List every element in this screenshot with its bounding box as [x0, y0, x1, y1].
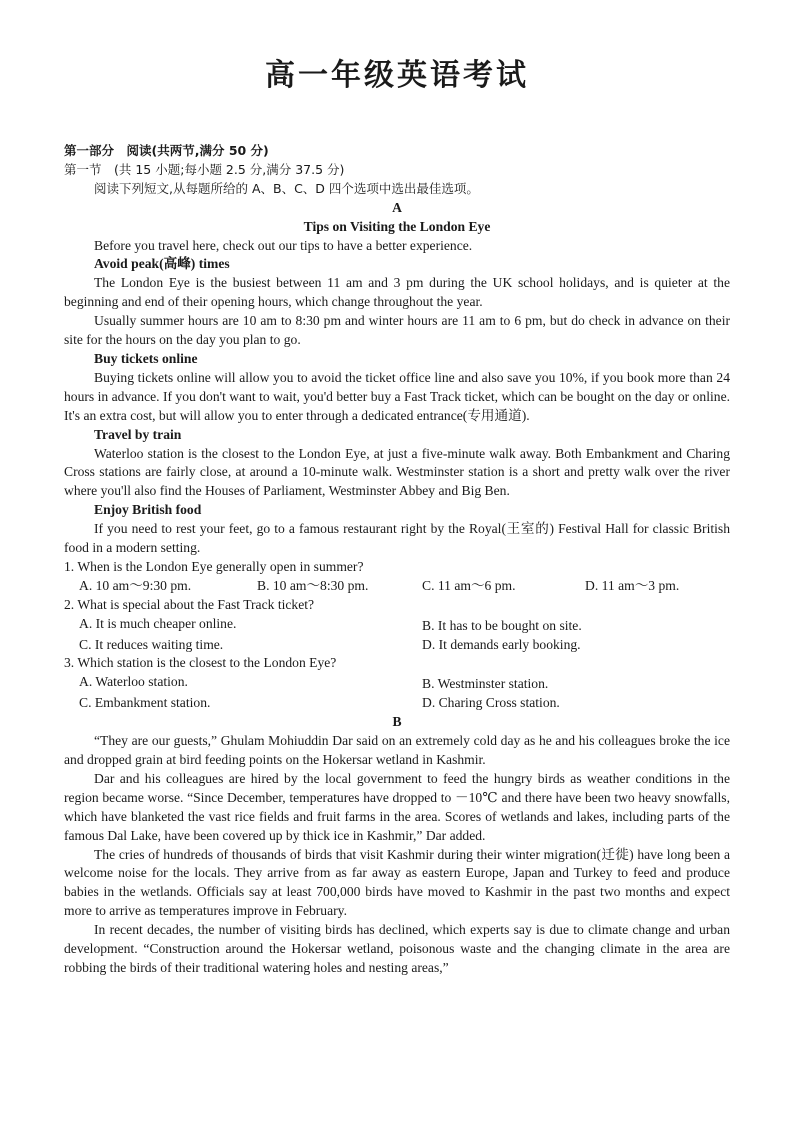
option-d[interactable]: D. Charing Cross station.: [422, 695, 560, 711]
paragraph: Waterloo station is the closest to the London Eye, at just a five-minute walk away. Both Embankment and Charing Cross stations are fairly close, at around a 10-minute walk. Westminster station is a short and pretty walk over the river where you'll also find the Houses of Parliament, Westminster Abbey and Big Ben.: [64, 445, 730, 499]
instruction: 阅读下列短文,从每题所给的 A、B、C、D 四个选项中选出最佳选项。: [94, 180, 479, 196]
paragraph: The London Eye is the busiest between 11 am and 3 pm during the UK school holidays, and is quieter at the beginning and end of their opening hours, which change throughout the year.: [64, 275, 730, 310]
paragraph: If you need to rest your feet, go to a famous restaurant right by the Royal(王室的) Festival Hall for classic British food in a modern setting.: [64, 521, 730, 556]
option-c[interactable]: C. It reduces waiting time.: [79, 636, 224, 652]
option-b[interactable]: B. Westminster station.: [422, 676, 549, 692]
paragraph: Buying tickets online will allow you to avoid the ticket office line and also save you 10%, if you book more than 24 hours in advance. If you don't want to wait, you'd better buy a Fast Track ticket, which can be bought on the day or online. It's an extra cost, but will allow you to enter through a dedicated entrance(专用通道).: [64, 369, 730, 423]
passage-a-title: Tips on Visiting the London Eye: [303, 218, 491, 234]
paragraph: “They are our guests,” Ghulam Mohiuddin Dar said on an extremely cold day as he and his colleagues broke the ice and dropped grain at bird feeding points on the Hokersar wetland in Kashmir.: [64, 733, 730, 767]
paragraph: Usually summer hours are 10 am to 8:30 pm and winter hours are 11 am to 6 pm, but do check in advance on their site for the hours on the day you plan to go.: [64, 313, 730, 348]
option-b[interactable]: B. It has to be bought on site.: [422, 617, 582, 633]
option-c[interactable]: C. 11 am～6 pm.: [422, 577, 516, 593]
option-a[interactable]: A. Waterloo station.: [79, 674, 188, 690]
exam-title: 高一年级英语考试: [265, 58, 529, 93]
section-heading-peak: Avoid peak(高峰) times: [94, 256, 230, 272]
option-d[interactable]: D. It demands early booking.: [422, 636, 581, 652]
option-b[interactable]: B. 10 am～8:30 pm.: [257, 577, 369, 593]
passage-b-letter: B: [392, 714, 402, 730]
question-3-stem: 3. Which station is the closest to the London Eye?: [64, 655, 337, 671]
passage-a-letter: A: [392, 199, 402, 215]
option-a[interactable]: A. 10 am～9:30 pm.: [79, 577, 192, 593]
option-d[interactable]: D. 11 am～3 pm.: [585, 577, 680, 593]
part-heading: 第一部分 阅读(共两节,满分 50 分): [64, 143, 269, 158]
section-heading-train: Travel by train: [94, 426, 182, 442]
question-1-options: [64, 577, 730, 596]
paragraph: In recent decades, the number of visiting birds has declined, which experts say is due to climate change and urban development. “Construction around the Hokersar wetland, poisonous waste and the changing climate in the area are robbing the birds of their traditional watering holes and nesting areas,”: [64, 922, 730, 975]
question-3-options: [64, 673, 730, 713]
question-1-stem: 1. When is the London Eye generally open in summer?: [64, 558, 364, 574]
section-heading-tickets: Buy tickets online: [94, 350, 198, 366]
section-heading: 第一节 (共 15 小题;每小题 2.5 分,满分 37.5 分): [64, 161, 345, 177]
exam-page: [64, 42, 730, 978]
section-heading-food: Enjoy British food: [94, 502, 202, 518]
option-a[interactable]: A. It is much cheaper online.: [79, 615, 237, 631]
paragraph: The cries of hundreds of thousands of birds that visit Kashmir during their winter migration(迁徙) have long been a welcome noise for the locals. They arrive from as far away as eastern Europe, Japan and Turkey to feed and produce babies in the wetlands. Officials say at least 700,000 birds have moved to Kashmir in the past two months and expect more to arrive as temperatures improve in February.: [64, 846, 730, 919]
question-2-stem: 2. What is special about the Fast Track ticket?: [64, 596, 315, 612]
passage-a-intro: Before you travel here, check out our tips to have a better experience.: [94, 237, 473, 253]
question-2-options: [64, 615, 730, 655]
option-c[interactable]: C. Embankment station.: [79, 695, 211, 711]
paragraph: Dar and his colleagues are hired by the local government to feed the hungry birds as weather conditions in the region became worse. “Since December, temperatures have dropped to －10℃ and there have been two heavy snowfalls, which have blanketed the vast rice fields and fruit farms in the area. Scores of wetlands and lakes, including parts of the famous Dal Lake, have been covered up by thick ice in Kashmir,” Dar added.: [64, 770, 730, 843]
